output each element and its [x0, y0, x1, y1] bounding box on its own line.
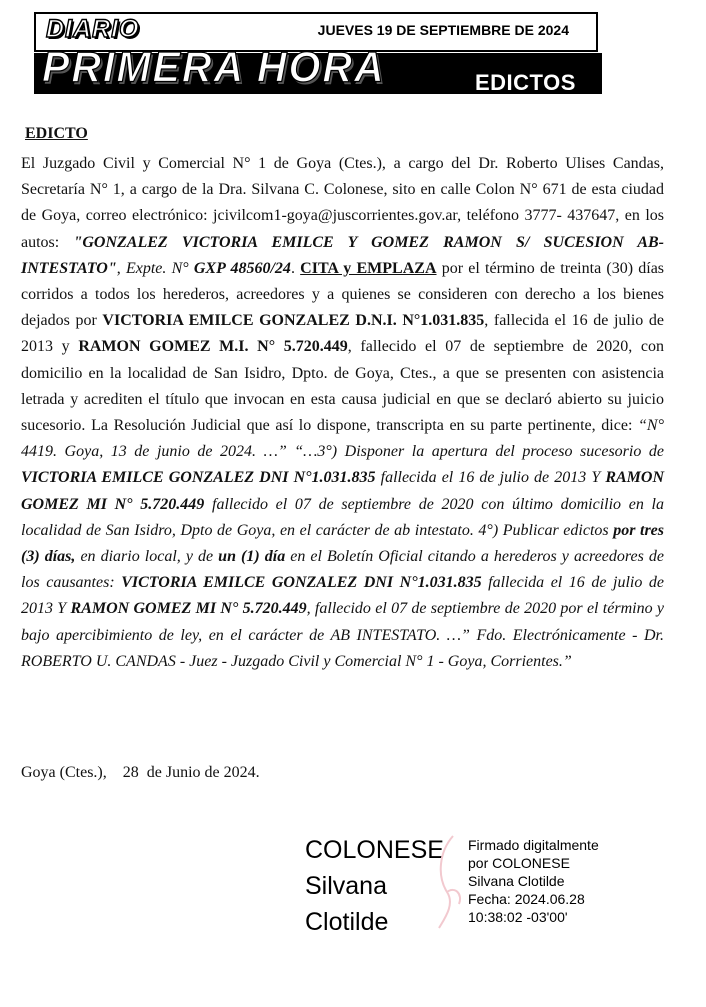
text-run: fallecida el 16 de julio de 2013 Y [375, 469, 606, 487]
signature-info-line: 10:38:02 -03'00' [468, 909, 568, 925]
signer-name-line: Clotilde [305, 908, 389, 936]
text-run: RAMON GOMEZ MI N° 5.720.449 [70, 600, 307, 618]
text-run: RAMON GOMEZ MI N° 5.720.449 [21, 469, 665, 513]
signer-name-line: Silvana [305, 872, 387, 900]
text-run: "GONZALEZ VICTORIA EMILCE Y GOMEZ RAMON S/ SUCESION AB-INTESTATO" [21, 233, 664, 277]
text-run: RAMON GOMEZ M.I. N° 5.720.449 [78, 338, 348, 356]
text-run: en diario local, y de [75, 548, 219, 566]
text-run: , fallecido el 07 de septiembre de 2020 por el término y bajo apercibimiento de ley, en el carácter de AB INTESTATO. …” Fdo. Electrónicamente - Dr. ROBERTO U. CANDAS - Juez - Juzgado Civil y Comercial N° 1 - Goya, Corrientes.” [21, 600, 664, 670]
issue-date: JUEVES 19 DE SEPTIEMBRE DE 2024 [317, 22, 569, 38]
text-run: en el Boletín Oficial citando a herederos y acreedores de los causantes: [21, 548, 664, 592]
dateline: Goya (Ctes.), 28 de Junio de 2024. [21, 764, 260, 781]
signature-flourish [433, 832, 467, 932]
signature-info-line: Fecha: 2024.06.28 [468, 891, 585, 907]
text-run: GXP 48560/24 [193, 259, 291, 277]
text-run: VICTORIA EMILCE GONZALEZ DNI N°1.031.835 [121, 574, 482, 592]
newspaper-masthead [34, 12, 602, 94]
signature-info-line: por COLONESE [468, 855, 570, 871]
text-run: “N° 4419. Goya, 13 de junio de 2024. …” “…3°) Disponer la apertura del proceso sucesorio de [21, 417, 664, 461]
text-run: un (1) día [218, 548, 286, 566]
signer-name [305, 832, 444, 940]
signer-name-line: COLONESE [305, 836, 444, 864]
text-run: El Juzgado Civil y Comercial N° 1 de Goya (Ctes.), a cargo del Dr. Roberto Ulises Candas, Secretaría N° 1, a cargo de la Dra. Silvana C. Colonese, sito en calle Colon N° 671 de esta ciudad de Goya, correo electrónico: jcivilcom1-goya@juscorrientes.gov.ar, teléfono 3777- 437647, en los autos: [21, 155, 664, 251]
text-run: fallecida el 16 de julio de 2013 Y [21, 574, 664, 618]
signature-info-line: Firmado digitalmente [468, 837, 599, 853]
text-run: VICTORIA EMILCE GONZALEZ D.N.I. N°1.031.835 [102, 312, 485, 330]
edict-body [21, 151, 664, 675]
masthead-diario: DIARIO [46, 15, 140, 43]
digital-signature [305, 832, 635, 942]
text-run: , fallecido el 07 de septiembre de 2020, con domicilio en la localidad de San Isidro, Dpto. de Goya, Ctes., a que se presenten con asistencia letrada y acrediten el título que invocan en esta causa judicial en que se declaró abierto su juicio sucesorio. La Resolución Judicial que así lo dispone, transcripta en su parte pertinente, dice: [21, 338, 665, 435]
signature-info-line: Silvana Clotilde [468, 873, 565, 889]
text-run: , [116, 259, 126, 277]
text-run: VICTORIA EMILCE GONZALEZ DNI N°1.031.835 [21, 469, 376, 487]
text-run: CITA y EMPLAZA [300, 259, 437, 277]
text-run: por tres (3) días, [21, 521, 665, 566]
text-run: Expte. N° [125, 259, 194, 277]
text-run: . [290, 259, 301, 277]
masthead-title: PRIMERA HORA [42, 42, 386, 92]
signature-info [468, 836, 599, 926]
document-heading: EDICTO [25, 125, 88, 142]
text-run: por el término de treinta (30) días corridos a todos los herederos, acreedores y a quienes se consideren con derecho a los bienes dejados por [21, 259, 665, 330]
section-label: EDICTOS [475, 70, 576, 95]
text-run: fallecido el 07 de septiembre de 2020 con último domicilio en la localidad de San Isidro, Dpto de Goya, en el carácter de ab intestato. 4°) Publicar edictos [21, 495, 665, 539]
text-run: , fallecida el 16 de julio de 2013 y [21, 312, 665, 356]
